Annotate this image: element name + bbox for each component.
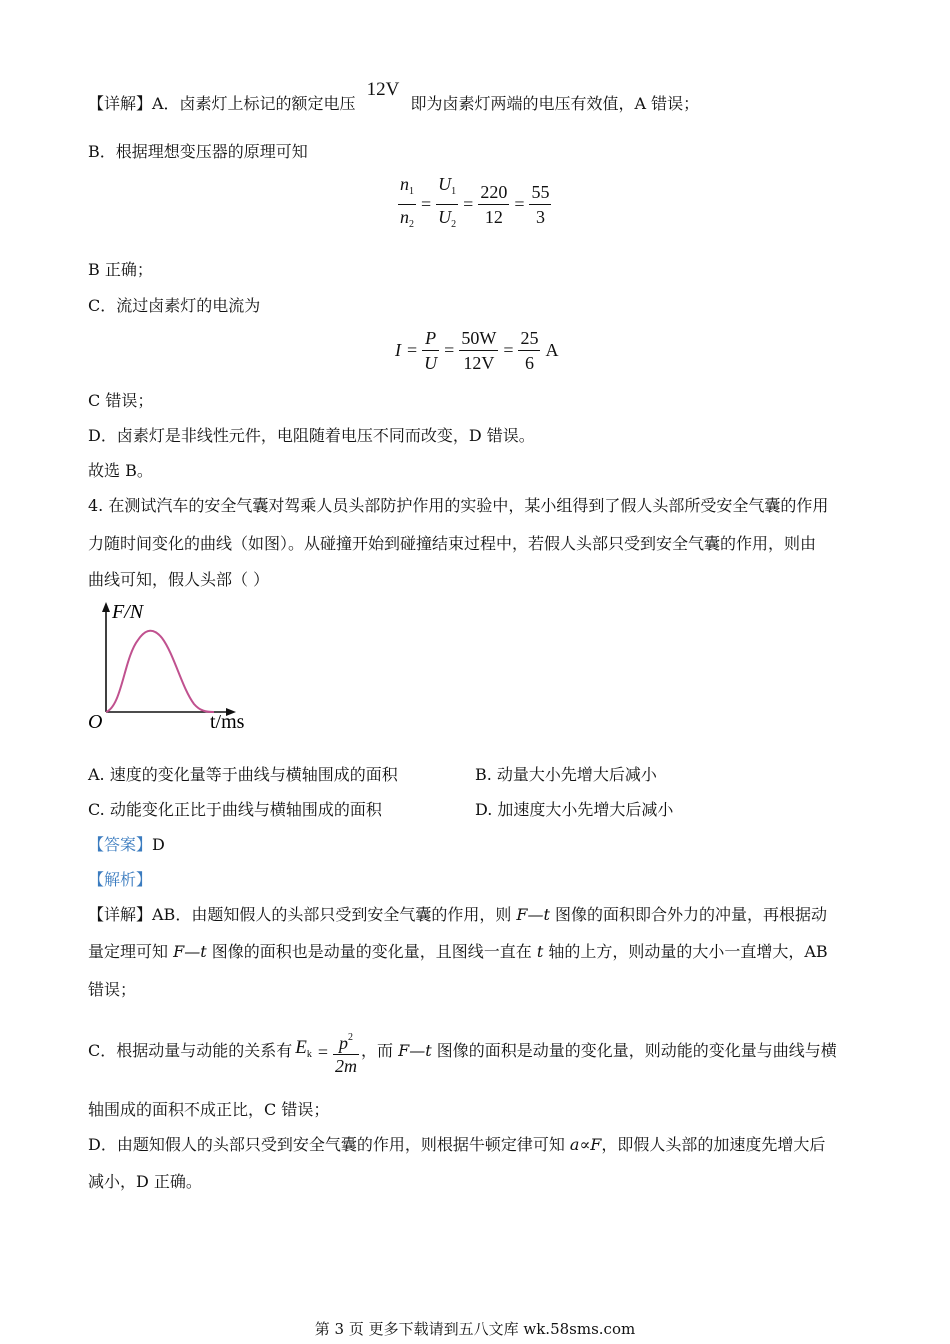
force-time-graph bbox=[82, 598, 282, 738]
option-c: C. 动能变化正比于曲线与横轴围成的面积 bbox=[88, 800, 382, 819]
force-curve bbox=[106, 631, 214, 712]
option-a: A. 速度的变化量等于曲线与横轴围成的面积 bbox=[88, 765, 398, 784]
question-4-line-1: 4. 在测试汽车的安全气囊对驾乘人员头部防护作用的实验中，某小组得到了假人头部所受安全气囊的作用 bbox=[88, 496, 829, 515]
explanation-b: B．根据理想变压器的原理可知 bbox=[88, 142, 308, 161]
detail-c-line-2: 轴围成的面积不成正比，C 错误； bbox=[88, 1100, 330, 1119]
explanation-d: D．卤素灯是非线性元件，电阻随着电压不同而改变，D 错误。 bbox=[88, 426, 535, 445]
origin-label: O bbox=[88, 711, 103, 733]
current-equation: I = $\frac{P}{U}$ = $\frac{50W}{12V}$ = $\frac{25}{6}$ A bbox=[395, 328, 559, 373]
question-4-line-2: 力随时间变化的曲线（如图）。从碰撞开始到碰撞结束过程中，若假人头部只受到安全气囊的作用，则由 bbox=[88, 534, 817, 553]
explanation-c-result: C 错误； bbox=[88, 391, 154, 410]
voltage-value: 12V bbox=[366, 79, 400, 100]
explanation-b-result: B 正确； bbox=[88, 260, 153, 279]
x-axis-label: t/ms bbox=[210, 711, 245, 733]
option-d: D. 加速度大小先增大后减小 bbox=[475, 800, 674, 819]
detail-ab-line-1: 【详解】AB．由题知假人的头部只受到安全气囊的作用，则 F—t 图像的面积即合外力的冲量，再根据动 bbox=[88, 905, 828, 924]
y-axis-arrow bbox=[102, 602, 110, 612]
detail-d-line-1: D．由题知假人的头部只受到安全气囊的作用，则根据牛顿定律可知 a∝F，即假人头部的加速度先增大后 bbox=[88, 1135, 826, 1154]
detail-d-line-2: 减小，D 正确。 bbox=[88, 1172, 202, 1191]
explanation-c: C．流过卤素灯的电流为 bbox=[88, 296, 261, 315]
detail-ab-line-2: 量定理可知 F—t 图像的面积也是动量的变化量，且图线一直在 t 轴的上方，则动量的大小一直增大，AB bbox=[88, 942, 828, 961]
analysis-label: 【解析】 bbox=[88, 870, 153, 889]
transformer-equation: $\frac{n_1}{n_2}$ = $\frac{U_1}{U_2}$ = $\frac{220}{12}$ = $\frac{55}{3}$ bbox=[400, 174, 550, 230]
detail-c-line-1: C．根据动量与动能的关系有 $E_k$ = $\frac{p^2}{2m}$ ，而 F—t 图像的面积是动量的变化量，则动能的变化量与曲线与横 bbox=[88, 1024, 837, 1079]
detail-ab-line-3: 错误； bbox=[88, 980, 137, 999]
answer: 【答案】D bbox=[88, 835, 165, 854]
conclusion: 故选 B。 bbox=[88, 461, 153, 480]
y-axis-label: F/N bbox=[112, 601, 144, 623]
page-footer: 第 3 页 更多下载请到五八文库 wk.58sms.com bbox=[314, 1320, 636, 1338]
question-4-line-3: 曲线可知，假人头部（ ） bbox=[88, 570, 270, 589]
explanation-a: 【详解】A．卤素灯上标记的额定电压 12V 即为卤素灯两端的电压有效值，A 错误； bbox=[88, 79, 700, 113]
option-b: B. 动量大小先增大后减小 bbox=[475, 765, 657, 784]
